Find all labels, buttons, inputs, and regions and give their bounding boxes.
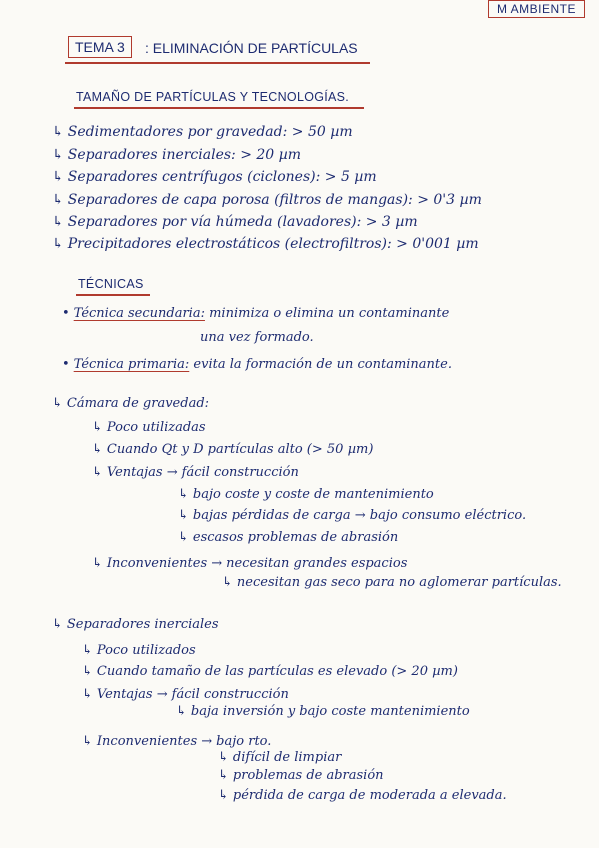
arrow-right-icon: →	[211, 556, 223, 571]
arrow-icon: ↳	[218, 788, 229, 803]
ventajas-row: ↳ Ventajas → fácil construcción	[92, 465, 299, 480]
list-item: ↳ Cuando Qt y D partículas alto (> 50 µm)	[92, 442, 374, 457]
arrow-icon: ↳	[82, 664, 93, 679]
arrow-icon: ↳	[82, 687, 93, 702]
arrow-icon: ↳	[82, 734, 93, 749]
arrow-icon: ↳	[178, 508, 189, 523]
arrow-right-icon: →	[166, 465, 178, 480]
bullet-icon: •	[62, 306, 70, 321]
list-item: ↳ bajo coste y coste de mantenimiento	[178, 487, 434, 502]
list-item: ↳ pérdida de carga de moderada a elevada.	[218, 788, 507, 803]
section-heading-tecnicas: TÉCNICAS	[78, 277, 144, 291]
list-item: ↳ escasos problemas de abrasión	[178, 530, 399, 545]
tech-item: ↳ Separadores centrífugos (ciclones): > 5 µm	[52, 169, 377, 185]
arrow-icon: ↳	[218, 750, 229, 765]
title-underline	[65, 62, 370, 64]
inerciales-heading: ↳ Separadores inerciales	[52, 617, 219, 632]
arrow-icon: ↳	[92, 442, 103, 457]
arrow-icon: ↳	[222, 575, 233, 590]
arrow-icon: ↳	[92, 420, 103, 435]
list-item: ↳ Cuando tamaño de las partículas es elevado (> 20 µm)	[82, 664, 458, 679]
tecnica-secundaria: • Técnica secundaria: minimiza o elimina un contaminante	[62, 306, 450, 321]
arrow-right-icon: →	[201, 734, 213, 749]
list-item: ↳ Poco utilizados	[82, 643, 196, 658]
tech-item: ↳ Separadores de capa porosa (filtros de mangas): > 0'3 µm	[52, 192, 482, 208]
subject-tag: M AMBIENTE	[488, 0, 585, 18]
section-heading-tamano: TAMAÑO DE PARTÍCULAS Y TECNOLOGÍAS.	[76, 90, 350, 104]
tema-label: TEMA 3	[68, 36, 132, 58]
arrow-icon: ↳	[52, 214, 64, 230]
ventajas-row: ↳ Ventajas → fácil construcción	[82, 687, 289, 702]
section-underline	[76, 294, 150, 296]
list-item: ↳ necesitan gas seco para no aglomerar partículas.	[222, 575, 562, 590]
arrow-icon: ↳	[52, 236, 64, 252]
section-underline	[74, 107, 364, 109]
tecnica-secundaria-cont: una vez formado.	[200, 330, 314, 345]
list-item: ↳ baja inversión y bajo coste mantenimiento	[176, 704, 470, 719]
tech-item: ↳ Separadores inerciales: > 20 µm	[52, 147, 302, 163]
tech-item: ↳ Precipitadores electrostáticos (electrofiltros): > 0'001 µm	[52, 236, 479, 252]
arrow-icon: ↳	[82, 643, 93, 658]
list-item: ↳ bajas pérdidas de carga → bajo consumo eléctrico.	[178, 508, 527, 523]
arrow-right-icon: →	[156, 687, 168, 702]
arrow-icon: ↳	[52, 147, 64, 163]
arrow-icon: ↳	[178, 487, 189, 502]
list-item: ↳ difícil de limpiar	[218, 750, 342, 765]
page-title: : ELIMINACIÓN DE PARTÍCULAS	[145, 40, 358, 56]
arrow-icon: ↳	[176, 704, 187, 719]
arrow-icon: ↳	[92, 556, 103, 571]
arrow-icon: ↳	[52, 124, 64, 140]
bullet-icon: •	[62, 357, 70, 372]
tecnica-primaria: • Técnica primaria: evita la formación de un contaminante.	[62, 357, 452, 372]
arrow-icon: ↳	[52, 192, 64, 208]
arrow-icon: ↳	[52, 617, 63, 632]
list-item: ↳ Poco utilizadas	[92, 420, 206, 435]
arrow-icon: ↳	[52, 396, 63, 411]
tech-item: ↳ Separadores por vía húmeda (lavadores): > 3 µm	[52, 214, 418, 230]
inconvenientes-row: ↳ Inconvenientes → bajo rto.	[82, 734, 272, 749]
tech-item: ↳ Sedimentadores por gravedad: > 50 µm	[52, 124, 353, 140]
arrow-icon: ↳	[92, 465, 103, 480]
list-item: ↳ problemas de abrasión	[218, 768, 384, 783]
arrow-icon: ↳	[52, 169, 64, 185]
inconvenientes-row: ↳ Inconvenientes → necesitan grandes espacios	[92, 556, 408, 571]
arrow-icon: ↳	[178, 530, 189, 545]
arrow-icon: ↳	[218, 768, 229, 783]
camara-heading: ↳ Cámara de gravedad:	[52, 396, 210, 411]
